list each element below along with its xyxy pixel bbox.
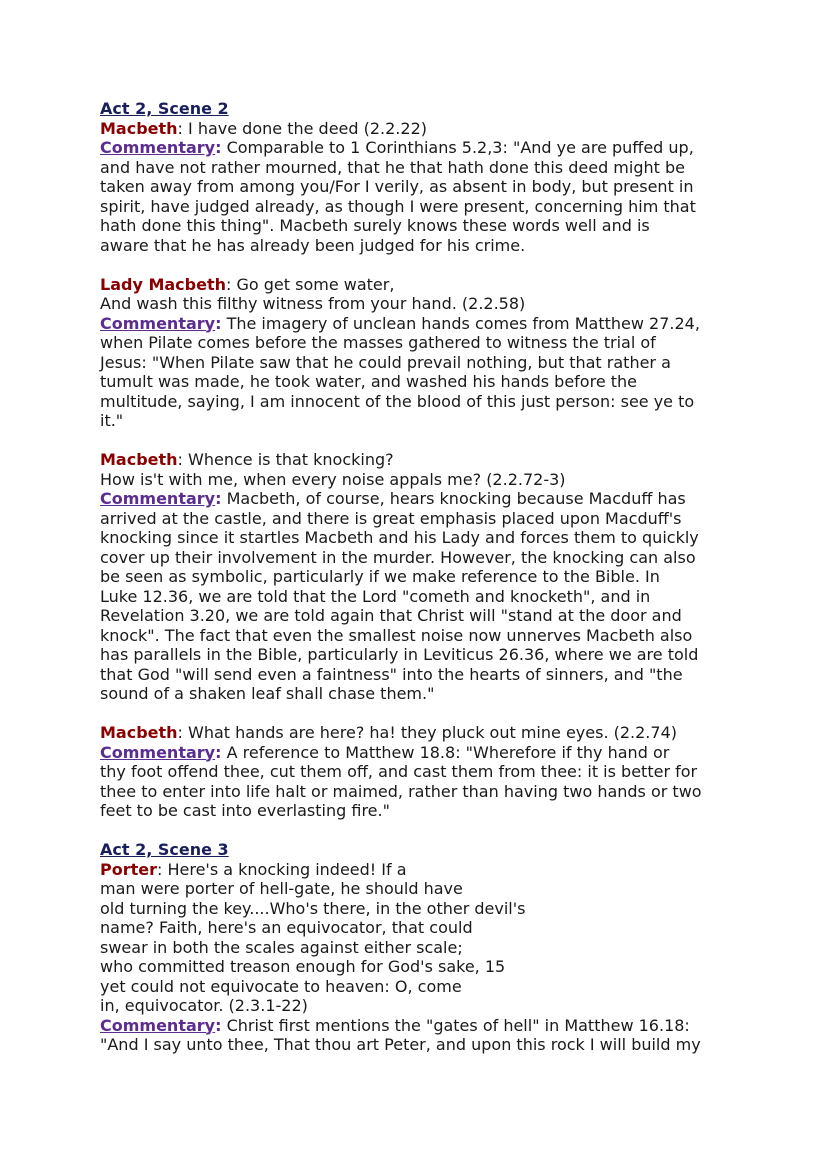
- paragraph-gap: [100, 255, 740, 275]
- quote-text: : Here's a knocking indeed! If a: [157, 859, 407, 879]
- commentary-line: [100, 177, 740, 197]
- speaker-name: Macbeth: [100, 723, 178, 742]
- commentary-line: [100, 353, 740, 373]
- quote-line: [100, 723, 740, 743]
- commentary-text: knocking since it startles Macbeth and his Lady and forces them to quickly: [100, 528, 699, 547]
- commentary-text: it.": [100, 411, 124, 430]
- commentary-line: [100, 158, 740, 178]
- commentary-line: [100, 314, 740, 334]
- speaker-name: Porter: [100, 859, 157, 879]
- commentary-colon: :: [215, 489, 222, 508]
- commentary-line: [100, 587, 740, 607]
- commentary-text: be seen as symbolic, particularly if we make reference to the Bible. In: [100, 567, 660, 586]
- commentary-text: and have not rather mourned, that he that hath done this deed might be: [100, 157, 685, 177]
- commentary-line: [100, 684, 740, 704]
- commentary-text: tumult was made, he took water, and washed his hands before the: [100, 372, 637, 391]
- quote-line: [100, 899, 740, 919]
- commentary-line: [100, 1016, 740, 1036]
- document-page: [100, 99, 740, 1055]
- quote-text: old turning the key....Who's there, in the other devil's: [100, 898, 526, 918]
- quote-line: [100, 119, 740, 139]
- commentary-colon: :: [215, 138, 222, 157]
- commentary-line: [100, 567, 740, 587]
- quote-text: And wash this filthy witness from your hand. (2.2.58): [100, 294, 526, 313]
- commentary-text: hath done this thing". Macbeth surely knows these words well and is: [100, 216, 650, 235]
- quote-line: [100, 918, 740, 938]
- commentary-line: [100, 236, 740, 256]
- quote-entry: [100, 119, 740, 256]
- commentary-text: has parallels in the Bible, particularly in Leviticus 26.36, where we are told: [100, 645, 699, 664]
- commentary-line: [100, 392, 740, 412]
- commentary-line: [100, 665, 740, 685]
- commentary-line: [100, 411, 740, 431]
- quote-line: [100, 977, 740, 997]
- quote-text: : Go get some water,: [226, 274, 395, 294]
- quote-text: : Whence is that knocking?: [177, 450, 394, 469]
- commentary-text: knock". The fact that even the smallest noise now unnerves Macbeth also: [100, 625, 693, 645]
- commentary-line: [100, 762, 740, 782]
- quote-text: name? Faith, here's an equivocator, that could: [100, 918, 473, 937]
- commentary-line: [100, 645, 740, 665]
- commentary-text: Revelation 3.20, we are told again that Christ will "stand at the door and: [100, 606, 682, 625]
- scene-heading: Act 2, Scene 2: [100, 99, 229, 118]
- quote-line: [100, 450, 740, 470]
- commentary-line: [100, 606, 740, 626]
- commentary-text: arrived at the castle, and there is great emphasis placed upon Macduff's: [100, 508, 682, 528]
- quote-line: [100, 294, 740, 314]
- commentary-link[interactable]: Commentary: [100, 1015, 216, 1035]
- commentary-text: "And I say unto thee, That thou art Peter, and upon this rock I will build my: [100, 1035, 701, 1054]
- commentary-text: The imagery of unclean hands comes from Matthew 27.24,: [221, 313, 700, 333]
- commentary-text: thee to enter into life halt or maimed, rather than having two hands or two: [100, 781, 702, 801]
- quote-text: who committed treason enough for God's sake, 15: [100, 957, 506, 976]
- paragraph-gap: [100, 704, 740, 724]
- quote-text: swear in both the scales against either scale;: [100, 937, 463, 957]
- commentary-colon: :: [215, 313, 222, 333]
- quote-line: [100, 938, 740, 958]
- quote-text: How is't with me, when every noise appals me? (2.2.72-3): [100, 469, 566, 489]
- quote-text: : What hands are here? ha! they pluck out mine eyes. (2.2.74): [177, 723, 677, 742]
- quote-line: [100, 275, 740, 295]
- commentary-text: Jesus: "When Pilate saw that he could prevail nothing, but that rather a: [100, 352, 671, 372]
- commentary-line: [100, 801, 740, 821]
- speaker-name: Macbeth: [100, 450, 178, 469]
- commentary-line: [100, 489, 740, 509]
- quote-line: [100, 879, 740, 899]
- commentary-text: taken away from among you/For I verily, as absent in body, but present in: [100, 177, 694, 196]
- quote-entry: [100, 450, 740, 704]
- quote-line: [100, 996, 740, 1016]
- commentary-text: multitude, saying, I am innocent of the blood of this just person: see ye to: [100, 391, 695, 411]
- commentary-link[interactable]: Commentary: [100, 138, 216, 157]
- quote-entry: [100, 723, 740, 821]
- commentary-line: [100, 1035, 740, 1055]
- commentary-text: Macbeth, of course, hears knocking because Macduff has: [221, 489, 686, 508]
- commentary-line: [100, 138, 740, 158]
- quote-text: in, equivocator. (2.3.1-22): [100, 996, 308, 1015]
- commentary-text: sound of a shaken leaf shall chase them.": [100, 684, 435, 703]
- commentary-line: [100, 626, 740, 646]
- commentary-line: [100, 372, 740, 392]
- scene-heading: Act 2, Scene 3: [100, 840, 229, 859]
- quote-entry: [100, 275, 740, 431]
- commentary-line: [100, 548, 740, 568]
- commentary-link[interactable]: Commentary: [100, 313, 216, 333]
- commentary-text: feet to be cast into everlasting fire.": [100, 801, 390, 820]
- commentary-text: thy foot offend thee, cut them off, and cast them from thee: it is better for: [100, 762, 698, 781]
- quote-entry: [100, 860, 740, 1055]
- commentary-text: Comparable to 1 Corinthians 5.2,3: "And ye are puffed up,: [221, 138, 694, 157]
- speaker-name: Lady Macbeth: [100, 274, 226, 294]
- commentary-text: cover up their involvement in the murder. However, the knocking can also: [100, 547, 696, 567]
- commentary-line: [100, 333, 740, 353]
- commentary-line: [100, 743, 740, 763]
- quote-line: [100, 860, 740, 880]
- quote-text: man were porter of hell-gate, he should have: [100, 879, 463, 898]
- commentary-link[interactable]: Commentary: [100, 742, 216, 762]
- commentary-text: A reference to Matthew 18.8: "Wherefore if thy hand or: [221, 742, 670, 762]
- speaker-name: Macbeth: [100, 118, 178, 138]
- scene-section: [100, 99, 740, 821]
- commentary-colon: :: [215, 1015, 222, 1035]
- commentary-link[interactable]: Commentary: [100, 489, 216, 508]
- quote-line: [100, 470, 740, 490]
- commentary-text: that God "will send even a faintness" into the hearts of sinners, and "the: [100, 664, 683, 684]
- quote-text: : I have done the deed (2.2.22): [177, 118, 427, 138]
- commentary-text: spirit, have judged already, as though I were present, concerning him that: [100, 196, 696, 216]
- scene-section: [100, 840, 740, 1055]
- commentary-colon: :: [215, 742, 222, 762]
- commentary-line: [100, 528, 740, 548]
- commentary-text: Luke 12.36, we are told that the Lord "cometh and knocketh", and in: [100, 586, 651, 606]
- commentary-line: [100, 197, 740, 217]
- commentary-text: aware that he has already been judged for his crime.: [100, 235, 526, 255]
- commentary-text: Christ first mentions the "gates of hell" in Matthew 16.18:: [221, 1015, 690, 1035]
- commentary-line: [100, 509, 740, 529]
- quote-text: yet could not equivocate to heaven: O, come: [100, 976, 462, 996]
- paragraph-gap: [100, 431, 740, 451]
- quote-line: [100, 957, 740, 977]
- commentary-line: [100, 216, 740, 236]
- commentary-text: when Pilate comes before the masses gathered to witness the trial of: [100, 333, 656, 352]
- paragraph-gap: [100, 821, 740, 841]
- commentary-line: [100, 782, 740, 802]
